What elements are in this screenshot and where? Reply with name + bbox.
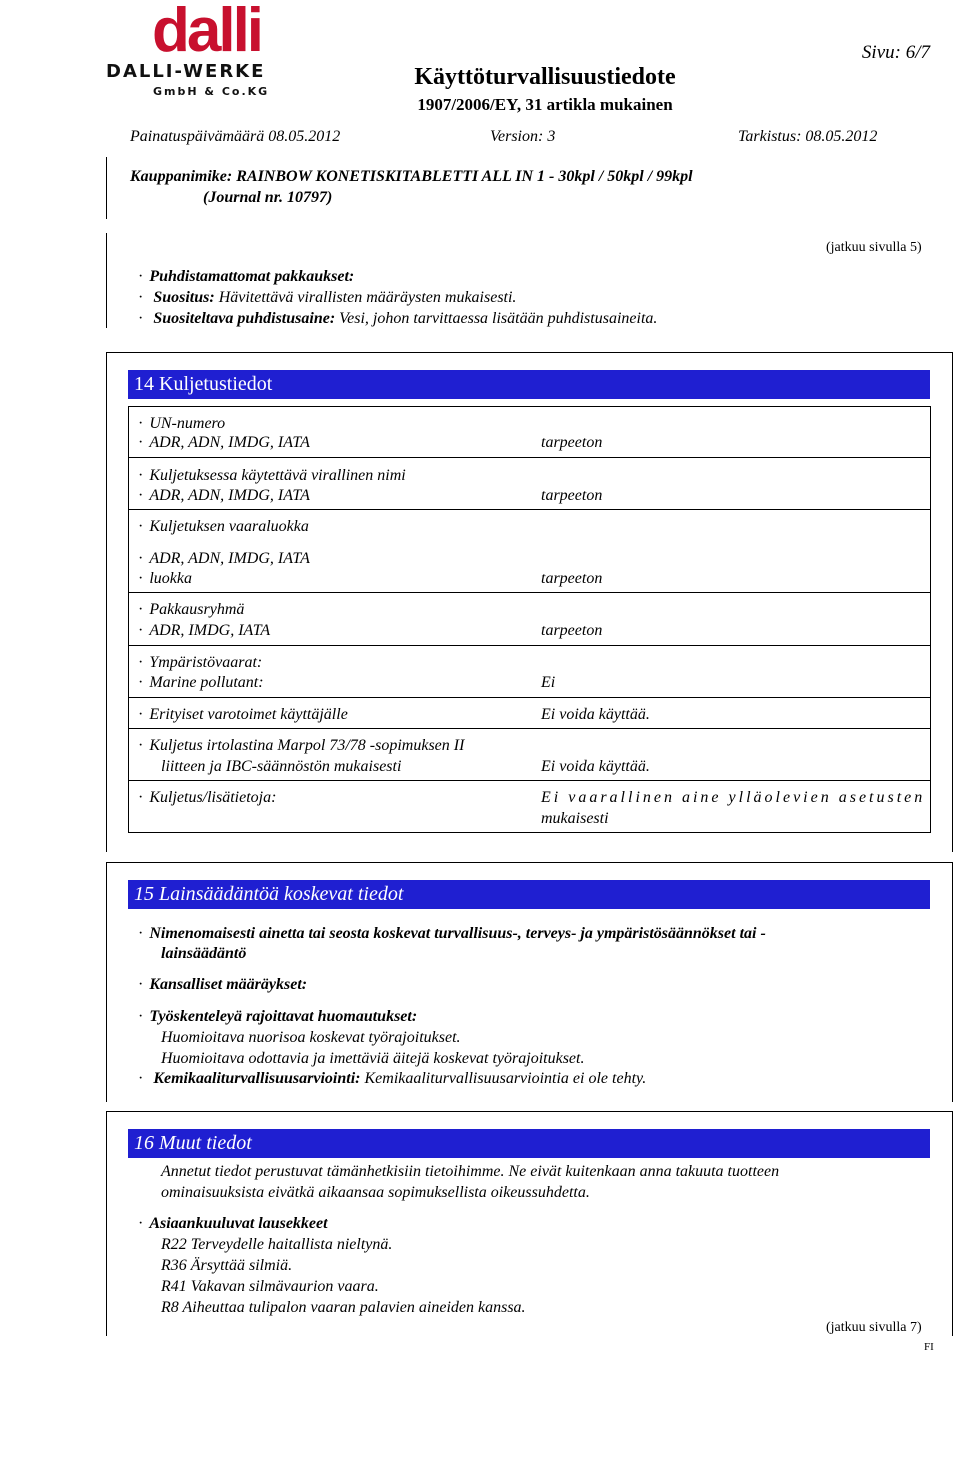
page-number: Sivu: 6/7 xyxy=(861,42,930,63)
special-precautions-label: · Erityiset varotoimet käyttäjälle xyxy=(138,706,348,724)
marine-pollutant-label: · Marine pollutant: xyxy=(138,674,264,692)
revision-date: Tarkistus: 08.05.2012 xyxy=(738,128,878,145)
disclaimer-line-1: Annetut tiedot perustuvat tämänhetkisiin tietoihimme. Ne eivät kuitenkaan anna takuuta tuotteen xyxy=(161,1163,780,1180)
phrase-r36: R36 Ärsyttää silmiä. xyxy=(161,1257,293,1274)
national-regulations-label: · Kansalliset määräykset: xyxy=(138,976,307,994)
transport-extra-label: · Kuljetus/lisätietoja: xyxy=(138,789,276,807)
row-divider xyxy=(128,728,931,729)
section-rule xyxy=(106,352,953,353)
uncleaned-packaging-label: · Puhdistamattomat pakkaukset: xyxy=(138,268,354,286)
section-rule xyxy=(106,862,953,863)
row-divider xyxy=(128,592,931,593)
work-restrictions-label: · Työskenteleyä rajoittavat huomautukset: xyxy=(138,1008,417,1026)
recommendation-row xyxy=(138,289,516,307)
chemical-safety-value: Kemikaaliturvallisuusarviointia ei ole tehty. xyxy=(364,1070,647,1087)
margin-rule xyxy=(106,352,107,852)
row-divider xyxy=(128,457,931,458)
transport-extra-value-cont: mukaisesti xyxy=(541,810,609,827)
environmental-hazards-label: · Ympäristövaarat: xyxy=(138,654,262,672)
section-14-heading: 14 Kuljetustiedot xyxy=(128,370,930,399)
hazard-class-modes: · ADR, ADN, IMDG, IATA xyxy=(138,550,310,568)
margin-rule xyxy=(106,1111,107,1336)
packing-group-label: · Pakkausryhmä xyxy=(138,601,244,619)
journal-number: (Journal nr. 10797) xyxy=(203,189,333,206)
transport-extra-value: Ei vaarallinen aine ylläolevien asetusten xyxy=(541,789,926,806)
row-divider xyxy=(128,645,931,646)
recommendation-value: Hävitettävä virallisten määräysten mukaisesti. xyxy=(218,289,517,306)
cleaning-agent-value: Vesi, johon tarvittaessa lisätään puhdistusaineita. xyxy=(339,310,658,327)
packing-group-value: tarpeeton xyxy=(541,622,603,639)
continued-from-note: (jatkuu sivulla 5) xyxy=(826,240,922,255)
row-divider xyxy=(128,697,931,698)
recommendation-label: Suositus: xyxy=(153,289,215,306)
section-rule xyxy=(106,1111,953,1112)
version: Version: 3 xyxy=(490,128,556,145)
chemical-safety-label: Kemikaaliturvallisuusarviointi: xyxy=(153,1070,361,1087)
phrase-r41: R41 Vakavan silmävaurion vaara. xyxy=(161,1278,379,1295)
un-number-value: tarpeeton xyxy=(541,434,603,451)
row-divider xyxy=(128,509,931,510)
margin-rule xyxy=(952,862,953,1102)
dalli-werke-logo-text: DALLI-WERKE xyxy=(106,61,266,82)
cleaning-agent-label: Suositeltava puhdistusaine: xyxy=(153,310,336,327)
phrase-r22: R22 Terveydelle haitallista nieltynä. xyxy=(161,1236,393,1253)
work-restriction-youth: Huomioitava nuorisoa koskevat työrajoitukset. xyxy=(161,1029,461,1046)
gmbh-logo-text: GmbH & Co.KG xyxy=(153,85,270,98)
language-code: FI xyxy=(924,1341,934,1353)
cleaning-agent-row xyxy=(138,310,657,328)
margin-rule xyxy=(106,157,107,219)
phrase-r8: R8 Aiheuttaa tulipalon vaaran palavien aineiden kanssa. xyxy=(161,1299,526,1316)
margin-rule xyxy=(952,1111,953,1336)
document-title: Käyttöturvallisuustiedote xyxy=(414,64,676,90)
shipping-name-value: tarpeeton xyxy=(541,487,603,504)
work-restriction-mothers: Huomioitava odottavia ja imettäviä äitejä koskevat työrajoitukset. xyxy=(161,1050,585,1067)
hazard-class-label: · Kuljetuksen vaaraluokka xyxy=(138,518,309,536)
document-subtitle: 1907/2006/EY, 31 artikla mukainen xyxy=(417,95,673,114)
bulk-transport-label: · Kuljetus irtolastina Marpol 73/78 -sopimuksen II xyxy=(138,737,464,755)
margin-rule xyxy=(106,233,107,328)
section-15-heading: 15 Lainsäädäntöä koskevat tiedot xyxy=(128,880,930,909)
dalli-logo: dalli xyxy=(152,0,262,65)
disclaimer-line-2: ominaisuuksista eivätkä aikaansaa sopimuksellista oikeussuhdetta. xyxy=(161,1184,590,1201)
un-number-modes: · ADR, ADN, IMDG, IATA xyxy=(138,434,310,452)
print-date: Painatuspäivämäärä 08.05.2012 xyxy=(130,128,341,145)
packing-group-modes: · ADR, IMDG, IATA xyxy=(138,622,270,640)
chemical-safety-row xyxy=(138,1070,646,1088)
hazard-class-sub: · luokka xyxy=(138,570,192,588)
shipping-name-modes: · ADR, ADN, IMDG, IATA xyxy=(138,487,310,505)
row-divider xyxy=(128,780,931,781)
trade-name: Kauppanimike: RAINBOW KONETISKITABLETTI ALL IN 1 - 30kpl / 50kpl / 99kpl xyxy=(130,168,693,185)
margin-rule xyxy=(952,352,953,852)
special-precautions-value: Ei voida käyttää. xyxy=(541,706,650,723)
specific-legislation-label-cont: lainsäädäntö xyxy=(161,945,247,962)
relevant-phrases-label: · Asiaankuuluvat lausekkeet xyxy=(138,1215,328,1233)
un-number-label: · UN-numero xyxy=(138,415,225,433)
margin-rule xyxy=(106,862,107,1102)
marine-pollutant-value: Ei xyxy=(541,674,556,691)
specific-legislation-label: · Nimenomaisesti ainetta tai seosta koskevat turvallisuus-, terveys- ja ympäristösäännökset tai - xyxy=(138,925,766,943)
bulk-transport-label-cont: liitteen ja IBC-säännöstön mukaisesti xyxy=(161,758,402,775)
continued-to-note: (jatkuu sivulla 7) xyxy=(826,1320,922,1335)
shipping-name-label: · Kuljetuksessa käytettävä virallinen nimi xyxy=(138,467,406,485)
hazard-class-value: tarpeeton xyxy=(541,570,603,587)
section-16-heading: 16 Muut tiedot xyxy=(128,1129,930,1158)
bulk-transport-value: Ei voida käyttää. xyxy=(541,758,650,775)
